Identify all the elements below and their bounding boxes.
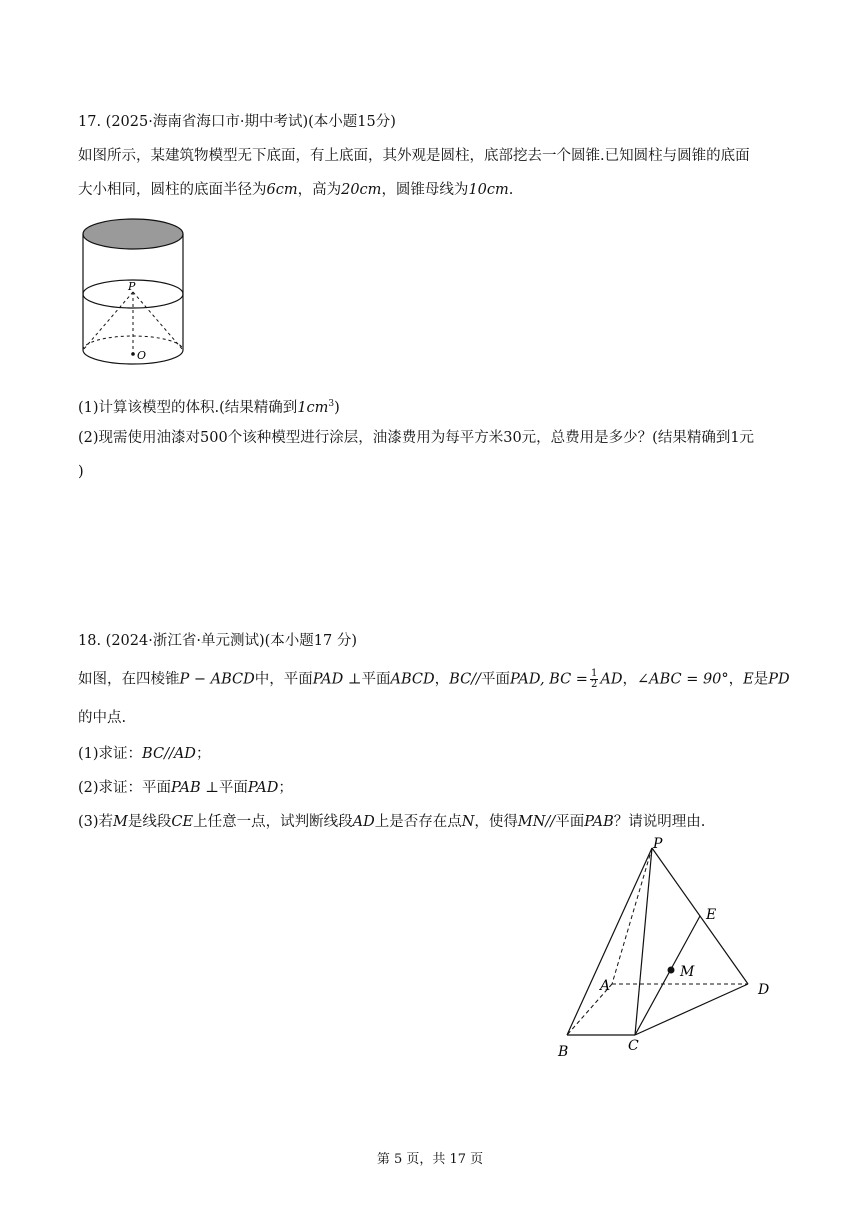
q18-sub3-math: N (461, 814, 475, 830)
label-e: E (706, 907, 717, 923)
q18-sub3-text: 是线段 (127, 814, 172, 830)
q18-math: ∠ABC = 90° (636, 671, 729, 688)
q18-sub2-text: ； (278, 780, 293, 796)
q18-sub2-text: (2)求证：平面 (78, 780, 172, 796)
label-m: M (680, 964, 695, 980)
label-p: P (653, 836, 663, 852)
q18-math: PD (768, 671, 790, 688)
point-o (131, 352, 135, 356)
q17-sub1-unit: 1cm (297, 399, 329, 416)
q18-math: AD (600, 671, 623, 688)
q18-sub1-text: ； (195, 746, 211, 762)
q18-sub3-math: M (113, 814, 128, 830)
q18-sub3-text: 上任意一点，试判断线段 (193, 814, 353, 830)
q17-sub1-exponent: 3 (328, 399, 335, 409)
q17-sub1 (78, 394, 340, 418)
q18-text: 是 (753, 671, 769, 688)
q18-sub3-text: ，使得 (474, 814, 518, 830)
q18-sub3-text: ？请说明理由. (613, 814, 706, 830)
q18-text: 如图，在四棱锥 (78, 671, 180, 688)
q17-text-line2 (78, 180, 513, 200)
q18-sub1-text: (1)求证： (78, 746, 143, 762)
height-value: 20cm (341, 182, 382, 198)
q18-text: ， (622, 671, 637, 688)
q18-math: P − ABCD (179, 671, 255, 688)
q18-math: BC// (449, 671, 481, 688)
q18-text-line1 (78, 669, 790, 690)
q18-math: PAD ⊥ (312, 671, 362, 688)
q17-text: 大小相同，圆柱的底面半径为 (78, 182, 267, 198)
fraction-one-half (590, 669, 598, 690)
cone-generatrix (83, 292, 133, 350)
cylinder-top-face (83, 219, 183, 249)
q17-sub1-text: (1)计算该模型的体积.(结果精确到 (78, 399, 298, 416)
page-footer: 第 5 页，共 17 页 (376, 1152, 484, 1167)
q18-text: ， (434, 671, 450, 688)
radius-value: 6cm (266, 182, 298, 198)
fraction-denominator: 2 (590, 679, 598, 690)
q18-sub2-math: PAD (247, 780, 279, 796)
q18-sub2-text: 平面 (218, 780, 248, 796)
q18-sub2 (78, 778, 293, 798)
slant-value: 10cm (468, 182, 509, 198)
q17-text-line1: 如图所示，某建筑物模型无下底面，有上底面，其外观是圆柱，底部挖去一个圆锥.已知圆柱与圆锥的底面 (78, 148, 750, 164)
label-a: A (600, 978, 611, 994)
label-d: D (758, 982, 770, 998)
q17-sub2-tail: ) (78, 464, 84, 480)
cylinder-cone-figure (78, 212, 192, 378)
q18-math: PAD, BC = (509, 671, 588, 688)
q18-text: 平面 (361, 671, 391, 688)
pyramid-figure (550, 832, 790, 1068)
q17-header: 17. (2025·海南省海口市·期中考试)(本小题15分) (78, 114, 396, 130)
q18-text: 中，平面 (254, 671, 313, 688)
q18-sub3-math: MN// (517, 814, 556, 830)
q17-sub1-text: ) (334, 399, 340, 416)
label-o: O (137, 349, 147, 362)
label-b: B (558, 1044, 569, 1060)
q18-sub3-math: AD (352, 814, 375, 830)
q18-math: ABCD (390, 671, 435, 688)
q18-sub1-math: BC//AD (142, 746, 196, 762)
q18-sub3 (78, 812, 705, 832)
edge-pb (567, 848, 652, 1035)
q17-sub2: (2)现需使用油漆对500个该种模型进行涂层，油漆费用为每平方米30元，总费用是多少？(结果精确到1元 (78, 430, 755, 446)
label-p: P (128, 280, 136, 293)
fraction-numerator: 1 (590, 668, 598, 679)
q18-sub3-text: (3)若 (78, 814, 114, 830)
q18-text-line2: 的中点. (78, 710, 127, 726)
q17-text: ，高为 (297, 182, 342, 198)
point-m (668, 967, 675, 974)
q18-sub1 (78, 744, 210, 764)
q18-sub3-text: 上是否存在点 (374, 814, 462, 830)
q17-text: . (508, 182, 514, 198)
q18-text: ， (728, 671, 744, 688)
q18-text: 平面 (480, 671, 510, 688)
q18-math: E (743, 671, 754, 688)
cone-generatrix (133, 292, 183, 350)
q18-sub3-math: PAB (584, 814, 614, 830)
edge-cd (635, 984, 748, 1035)
q17-text: ，圆锥母线为 (381, 182, 469, 198)
q18-sub2-math: PAB ⊥ (171, 780, 219, 796)
q18-sub3-math: CE (171, 814, 194, 830)
q18-sub3-text: 平面 (555, 814, 585, 830)
q18-header: 18. (2024·浙江省·单元测试)(本小题17 分) (78, 633, 357, 649)
label-c: C (628, 1038, 639, 1054)
